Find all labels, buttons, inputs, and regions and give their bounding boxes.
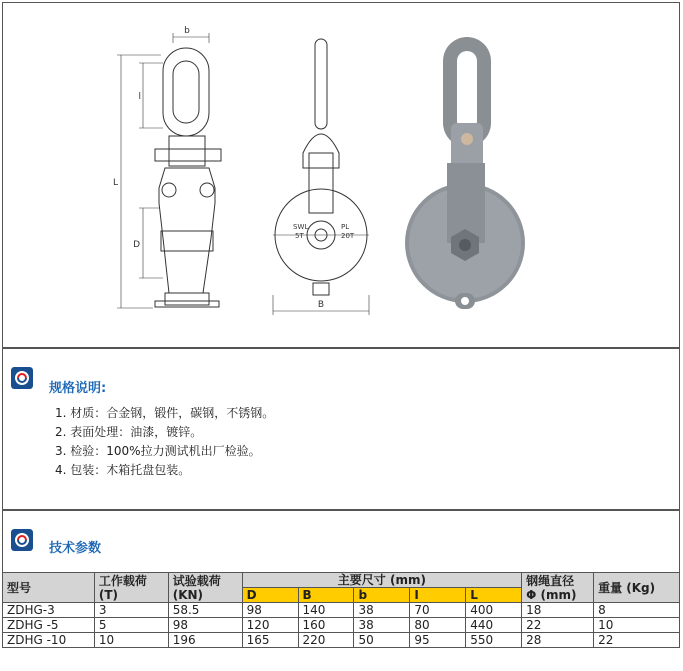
company-logo-icon [11,529,33,551]
wheel-mark-5t: 5T [295,232,304,240]
params-panel [2,510,680,572]
front-view-drawing [117,33,221,308]
table-header-row [3,573,680,588]
cell: ZDHG -10 [3,633,95,648]
dim-label-b: b [184,26,190,36]
header-dim-b-upper: B [298,588,354,603]
cell: 160 [298,618,354,633]
header-work-load: 工作载荷 (T) [94,573,168,603]
cell: 10 [94,633,168,648]
header-weight: 重量 (Kg) [594,573,680,603]
table-row [3,618,680,633]
product-drawing-panel [2,2,680,348]
dim-label-D: D [133,240,140,250]
header-dim-b-lower: b [354,588,410,603]
cell: 8 [594,603,680,618]
cell: 220 [298,633,354,648]
cell: 80 [410,618,466,633]
cell: 18 [522,603,594,618]
table-row [3,633,680,648]
header-model: 型号 [3,573,95,603]
cell: 5 [94,618,168,633]
cell: 140 [298,603,354,618]
product-photo [405,37,525,309]
header-rope-dia: 钢绳直径 Φ (mm) [522,573,594,603]
header-dim-d: D [242,588,298,603]
dim-label-l: l [138,92,141,102]
cell: 98 [242,603,298,618]
specs-title: 规格说明: [49,381,107,396]
cell: 58.5 [168,603,242,618]
header-dim-l: L [466,588,522,603]
list-item: 1. 材质：合金钢，锻件，碳钢，不锈钢。 [55,406,275,420]
header-test-load: 试验载荷 (KN) [168,573,242,603]
cell: 120 [242,618,298,633]
company-logo-icon [11,367,33,389]
cell: 28 [522,633,594,648]
specs-panel [2,348,680,510]
cell: 38 [354,603,410,618]
cell: 196 [168,633,242,648]
wheel-mark-20t: 20T [341,232,355,240]
table-row [3,603,680,618]
list-item: 2. 表面处理：油漆，镀锌。 [55,425,203,439]
cell: 550 [466,633,522,648]
cell: 98 [168,618,242,633]
cell: 38 [354,618,410,633]
cell: ZDHG -5 [3,618,95,633]
list-item: 3. 检验：100%拉力测试机出厂检验。 [55,444,261,458]
cell: 400 [466,603,522,618]
cell: 22 [594,633,680,648]
wheel-mark-swl: SWL [293,223,309,231]
pulley-block-drawing [3,3,679,347]
header-main-dims: 主要尺寸 (mm) [242,573,522,588]
cell: 70 [410,603,466,618]
specs-list [55,404,274,480]
dim-label-B: B [317,300,325,310]
cell: 440 [466,618,522,633]
params-title: 技术参数 [49,541,102,556]
side-view-drawing [273,39,369,315]
cell: 165 [242,633,298,648]
cell: 50 [354,633,410,648]
params-table [2,572,680,648]
dim-label-L: L [112,178,118,188]
list-item: 4. 包装：木箱托盘包装。 [55,463,191,477]
cell: 95 [410,633,466,648]
cell: 10 [594,618,680,633]
cell: 22 [522,618,594,633]
cell: 3 [94,603,168,618]
cell: ZDHG-3 [3,603,95,618]
header-dim-i: I [410,588,466,603]
wheel-mark-pl: PL [341,223,350,231]
